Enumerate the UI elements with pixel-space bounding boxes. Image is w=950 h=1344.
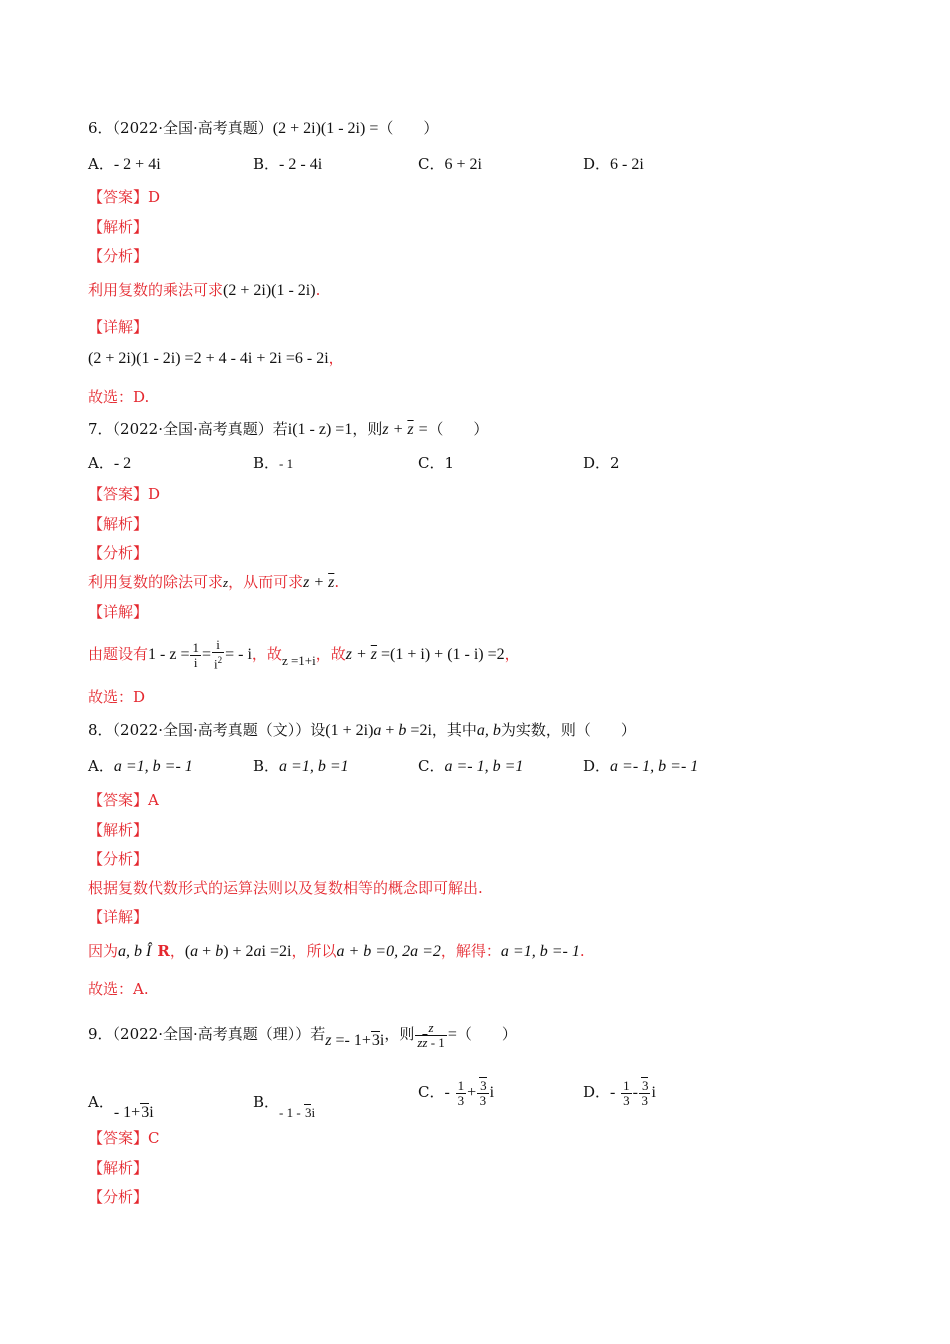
option-label: D． bbox=[583, 757, 611, 775]
jiexi-label: 【解析】 bbox=[88, 821, 149, 839]
question-fraction bbox=[415, 1021, 446, 1050]
question-expression: (2 + 2i)(1 - 2i) = bbox=[272, 120, 379, 137]
detail-connector-2: ，故 bbox=[315, 645, 346, 663]
detail-connector: ，所以 bbox=[291, 942, 337, 960]
detail-comma: ， bbox=[169, 942, 185, 960]
option-unit: i bbox=[489, 1084, 495, 1101]
option-a bbox=[88, 1082, 154, 1123]
fraction-one-third: $\frac{1}{3}$ bbox=[623, 1077, 630, 1108]
analysis-variable: z bbox=[223, 575, 229, 590]
question-variables: a, b bbox=[476, 722, 501, 739]
analysis-end: . bbox=[315, 281, 321, 299]
option-label: A． bbox=[88, 1093, 114, 1111]
detail-expression: (2 + 2i)(1 - 2i) =2 + 4 - 4i + 2i =6 - 2i bbox=[88, 350, 329, 367]
option-value: a =- 1, b =1 bbox=[444, 758, 524, 775]
fenxi-label: 【分析】 bbox=[88, 247, 149, 265]
option-label: C． bbox=[418, 454, 445, 472]
answer-blank: （ ） bbox=[378, 119, 439, 137]
fraction-i-over-i2 bbox=[212, 638, 224, 671]
option-value: - 2 bbox=[113, 455, 132, 472]
fraction-denominator: $z\overline{z} - 1$ bbox=[417, 1034, 445, 1050]
option-value: 6 - 2i bbox=[610, 156, 644, 173]
option-b bbox=[253, 453, 293, 474]
question-source: （2022·全国·高考真题） bbox=[112, 119, 273, 137]
question-expression: i(1 - z) =1 bbox=[287, 421, 353, 438]
fenxi-label: 【分析】 bbox=[88, 1188, 149, 1206]
detail-end: . bbox=[579, 942, 585, 960]
detail-expression-1-end: = - i bbox=[225, 646, 252, 663]
fraction-numerator: z bbox=[415, 1021, 446, 1036]
question-number: 8． bbox=[88, 721, 113, 739]
option-c bbox=[418, 453, 454, 473]
detail-text bbox=[88, 348, 344, 369]
answer-label: 【答案】C bbox=[88, 1129, 160, 1147]
question-expression-2: $z + \overline{z}$ = bbox=[382, 421, 429, 438]
option-c bbox=[418, 1072, 494, 1113]
option-label: B． bbox=[253, 155, 280, 173]
conclusion: 故选：D bbox=[88, 688, 146, 706]
option-c bbox=[418, 756, 523, 777]
option-value: a =1, b =1 bbox=[279, 758, 349, 775]
option-operator: + bbox=[467, 1084, 477, 1101]
conclusion: 故选：D. bbox=[88, 388, 150, 406]
fraction-denominator: $i^2$ bbox=[214, 655, 223, 672]
option-a bbox=[88, 453, 131, 474]
detail-text: 由题设有1 - z = $\frac{1}{i}$ = $\frac{i}{i^2}$ = - i，故z =1+i，故$z + \overline{z} =(1 + i) + (1 - i) =2$， bbox=[88, 637, 520, 672]
detail-expression-2: a + b =0, 2a =2 bbox=[336, 943, 441, 960]
question-9-stem bbox=[88, 1016, 517, 1053]
option-a bbox=[88, 154, 161, 175]
question-7-stem bbox=[88, 419, 488, 440]
detail-connector-2: ，解得： bbox=[440, 942, 501, 960]
option-value: 2 bbox=[610, 454, 620, 472]
conclusion: 故选：A. bbox=[88, 980, 149, 998]
option-label: A． bbox=[88, 155, 114, 173]
analysis-connector: ，从而可求 bbox=[228, 573, 304, 591]
analysis-expression: (2 + 2i)(1 - 2i) bbox=[223, 282, 316, 299]
option-b bbox=[253, 154, 322, 175]
detail-text bbox=[88, 941, 585, 962]
jiexi-label: 【解析】 bbox=[88, 218, 149, 236]
option-label: D． bbox=[583, 454, 611, 472]
option-sign: - bbox=[444, 1084, 450, 1101]
detail-expression-2: z =1+i bbox=[281, 653, 316, 668]
answer-blank: （ ） bbox=[456, 1025, 517, 1043]
fraction-1-over-i bbox=[190, 641, 201, 670]
fraction-denominator: i bbox=[193, 654, 198, 670]
detail-lead: 由题设有 bbox=[88, 645, 149, 663]
option-label: A． bbox=[88, 757, 114, 775]
option-unit: i bbox=[651, 1084, 656, 1101]
option-label: B． bbox=[253, 757, 280, 775]
option-d bbox=[583, 756, 698, 777]
fraction-numerator: i bbox=[212, 638, 224, 653]
fenxi-label: 【分析】 bbox=[88, 850, 149, 868]
option-label: D． bbox=[583, 155, 611, 173]
answer-label: 【答案】D bbox=[88, 485, 161, 503]
question-tail: 为实数，则（ ） bbox=[500, 721, 636, 739]
fraction-one-third: $\frac{1}{3}$ bbox=[457, 1077, 465, 1108]
detail-end: ， bbox=[504, 645, 520, 663]
analysis-end: . bbox=[334, 573, 340, 591]
option-d bbox=[583, 453, 620, 473]
option-label: B． bbox=[253, 1093, 280, 1111]
fraction-numerator: 1 bbox=[192, 639, 199, 655]
real-set-symbol: R bbox=[157, 942, 170, 960]
question-source: （2022·全国·高考真题）若 bbox=[112, 420, 288, 438]
question-connector: ，其中 bbox=[431, 721, 477, 739]
option-a bbox=[88, 756, 193, 777]
fenxi-label: 【分析】 bbox=[88, 544, 149, 562]
jiexi-label: 【解析】 bbox=[88, 1159, 149, 1177]
question-number: 6． bbox=[88, 119, 113, 137]
option-d bbox=[583, 154, 644, 175]
option-label: C． bbox=[418, 1083, 445, 1101]
option-value: a =1, b =- 1 bbox=[113, 758, 193, 775]
option-d bbox=[583, 1072, 656, 1113]
question-6-stem bbox=[88, 118, 438, 139]
option-value: - 2 + 4i bbox=[113, 156, 161, 173]
detail-variables: a, b Î bbox=[118, 943, 152, 960]
equals-sign: = bbox=[447, 1026, 457, 1043]
detail-expression-1: (a + b) + 2ai =2i bbox=[184, 943, 292, 960]
option-operator: - bbox=[632, 1084, 638, 1101]
option-label: C． bbox=[418, 757, 445, 775]
question-source: （2022·全国·高考真题（文））设 bbox=[112, 721, 326, 739]
option-value: - 1 - 3i bbox=[279, 1105, 316, 1120]
question-connector: ，则 bbox=[352, 420, 383, 438]
analysis-expression: $z + \overline{z}$ bbox=[303, 574, 335, 591]
option-label: D． bbox=[583, 1083, 611, 1101]
option-value: - 2 - 4i bbox=[279, 156, 323, 173]
question-expression: z =- 1+3i bbox=[325, 1032, 385, 1049]
answer-blank: （ ） bbox=[428, 420, 489, 438]
option-value: - 1 bbox=[279, 456, 294, 471]
option-value: a =- 1, b =- 1 bbox=[610, 758, 699, 775]
detail-expression-3: a =1, b =- 1 bbox=[500, 943, 580, 960]
question-expression: (1 + 2i)a + b =2i bbox=[325, 722, 432, 739]
option-label: C． bbox=[418, 155, 445, 173]
answer-label: 【答案】A bbox=[88, 791, 159, 809]
question-source: （2022·全国·高考真题（理））若 bbox=[112, 1025, 326, 1043]
option-value: - 1+3i bbox=[113, 1104, 154, 1121]
fenxi-text: 根据复数代数形式的运算法则以及复数相等的概念即可解出. bbox=[88, 879, 483, 897]
option-sign: - bbox=[610, 1084, 616, 1101]
fraction-sqrt3-third: $\frac{3}{3}$ bbox=[477, 1079, 489, 1108]
fenxi-text bbox=[88, 572, 339, 593]
option-b bbox=[253, 1082, 315, 1123]
detail-lead: 因为 bbox=[88, 942, 119, 960]
option-label: B． bbox=[253, 454, 280, 472]
question-number: 7． bbox=[88, 420, 113, 438]
detail-connector-1: ，故 bbox=[251, 645, 282, 663]
analysis-text: 利用复数的除法可求 bbox=[88, 573, 224, 591]
question-number: 9． bbox=[88, 1025, 113, 1043]
xiangjie-label: 【详解】 bbox=[88, 603, 149, 621]
detail-expression-1: 1 - z = bbox=[148, 646, 190, 663]
xiangjie-label: 【详解】 bbox=[88, 908, 149, 926]
fraction-sqrt3-third: $\frac{3}{3}$ bbox=[639, 1079, 651, 1108]
fenxi-text bbox=[88, 280, 320, 301]
option-b bbox=[253, 756, 349, 777]
option-value: 1 bbox=[444, 454, 455, 472]
analysis-text: 利用复数的乘法可求 bbox=[88, 281, 224, 299]
question-8-stem bbox=[88, 720, 636, 741]
detail-expression-3: $z + \overline{z} =(1 + i) + (1 - i) =2$ bbox=[345, 646, 505, 663]
jiexi-label: 【解析】 bbox=[88, 515, 149, 533]
option-value: 6 + 2i bbox=[444, 156, 482, 173]
answer-label: 【答案】D bbox=[88, 188, 161, 206]
option-c bbox=[418, 154, 482, 175]
detail-end: ， bbox=[328, 349, 344, 367]
option-label: A． bbox=[88, 454, 114, 472]
xiangjie-label: 【详解】 bbox=[88, 318, 149, 336]
question-connector: ，则 bbox=[384, 1025, 415, 1043]
